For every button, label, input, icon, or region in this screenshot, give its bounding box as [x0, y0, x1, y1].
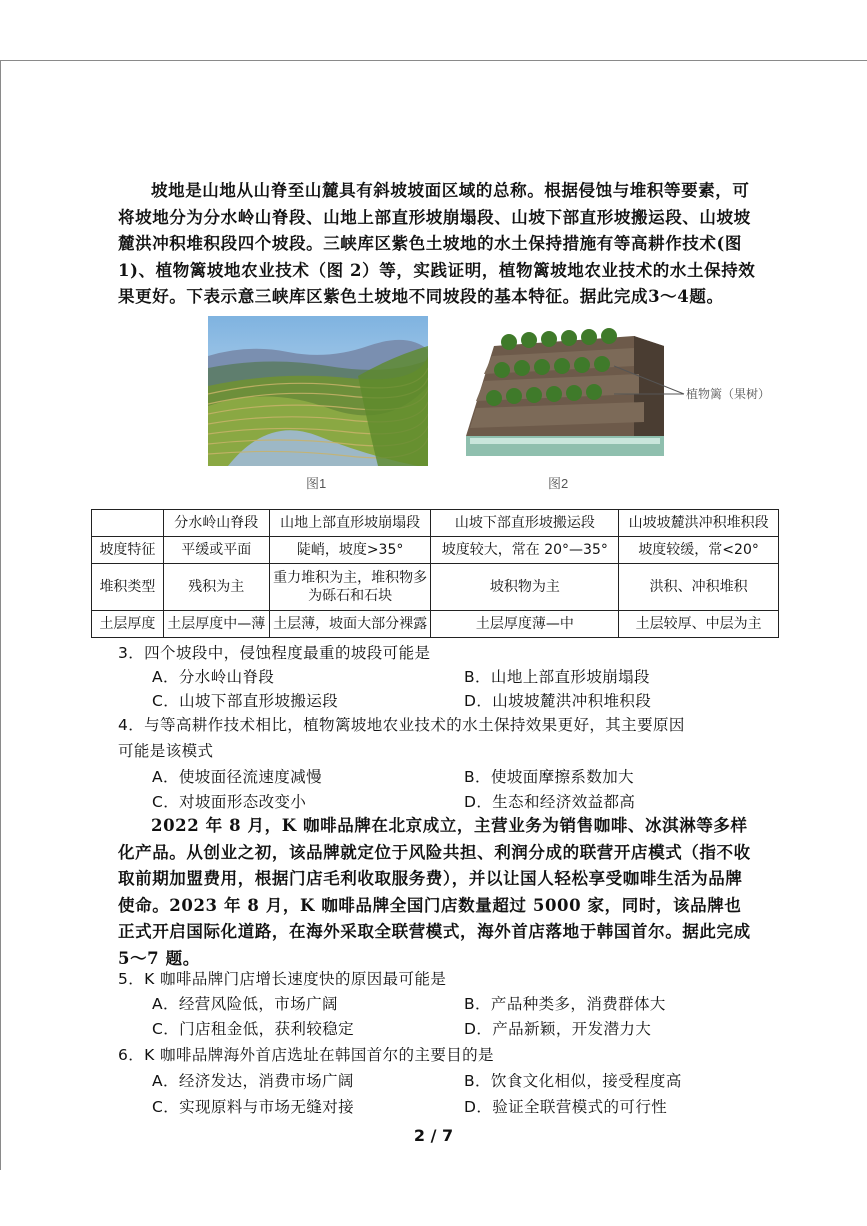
q5-option-b[interactable]: B．产品种类多，消费群体大: [464, 995, 666, 1013]
q3-option-a[interactable]: A．分水岭山脊段: [152, 668, 275, 686]
figure1-caption: 图1: [306, 476, 327, 491]
table-cell: 坡度特征: [92, 537, 164, 564]
table-cell: [92, 510, 164, 537]
q5-option-c[interactable]: C．门店租金低，获利较稳定: [152, 1020, 355, 1038]
table-header: 山坡下部直形坡搬运段: [431, 510, 619, 537]
table-cell: 堆积类型: [92, 564, 164, 611]
table-header: 分水岭山脊段: [163, 510, 269, 537]
intro-passage-slopes: 坡地是山地从山脊至山麓具有斜坡坡面区域的总称。根据侵蚀与堆积等要素，可将坡地分为分水岭山脊段、山地上部直形坡崩塌段、山坡下部直形坡搬运段、山坡坡麓洪冲积堆积段四个坡段。三峡库区紫色土坡地的水土保持措施有等高耕作技术(图 1)、植物篱坡地农业技术（图 2）等，实践证明，植物篱坡地农业技术的水土保持效果更好。下表示意三峡库区紫色土坡地不同坡段的基本特征。据此完成3～4题。: [118, 181, 756, 306]
table-cell: 土层厚度中—薄: [163, 611, 269, 638]
table-cell: 土层厚度薄—中: [431, 611, 619, 638]
table-cell: 残积为主: [163, 564, 269, 611]
q4-option-b[interactable]: B．使坡面摩擦系数加大: [464, 768, 635, 786]
table-cell: 重力堆积为主，堆积物多为砾石和石块: [269, 564, 431, 611]
table-row: [92, 564, 779, 611]
q4-option-d[interactable]: D．生态和经济效益都高: [464, 793, 636, 811]
intro-passage-coffee: 2022 年 8 月，K 咖啡品牌在北京成立，主营业务为销售咖啡、冰淇淋等多样化产品。从创业之初，该品牌就定位于风险共担、利润分成的联营开店模式（指不收取前期加盟费用，根据门店毛利收取服务费），并以让国人轻松享受咖啡生活为品牌使命。2023 年 8 月，K 咖啡品牌全国门店数量超过 5000 家，同时，该品牌也正式开启国际化道路，在海外采取全联营模式，海外首店落地于韩国首尔。据此完成 5～7 题。: [118, 816, 751, 968]
table-row: [92, 537, 779, 564]
q4-option-a[interactable]: A．使坡面径流速度减慢: [152, 768, 323, 786]
question-5-stem: 5．K 咖啡品牌门店增长速度快的原因最可能是: [118, 970, 447, 988]
hedgerow-label: 植物篱（果树）: [686, 387, 771, 401]
slope-features-table: [91, 509, 779, 638]
table-header: 山坡坡麓洪冲积堆积段: [619, 510, 779, 537]
table-cell: 土层厚度: [92, 611, 164, 638]
question-3-stem: 3．四个坡段中，侵蚀程度最重的坡段可能是: [118, 644, 431, 662]
q3-option-b[interactable]: B．山地上部直形坡崩塌段: [464, 668, 650, 686]
terrace-photo: [208, 316, 428, 466]
q5-option-d[interactable]: D．产品新颖，开发潜力大: [464, 1020, 652, 1038]
question-4-stem-line2: 可能是该模式: [118, 742, 214, 760]
table-cell: 陡峭，坡度>35°: [269, 537, 431, 564]
q6-option-c[interactable]: C．实现原料与市场无缝对接: [152, 1098, 355, 1116]
table-cell: 平缓或平面: [163, 537, 269, 564]
q6-option-d[interactable]: D．验证全联营模式的可行性: [464, 1098, 668, 1116]
hedgerow-diagram: [464, 326, 794, 471]
q3-option-d[interactable]: D．山坡坡麓洪冲积堆积段: [464, 692, 652, 710]
q6-option-b[interactable]: B．饮食文化相似，接受程度高: [464, 1072, 682, 1090]
q6-option-a[interactable]: A．经济发达，消费市场广阔: [152, 1072, 354, 1090]
table-cell: 坡度较缓，常<20°: [619, 537, 779, 564]
table-cell: 土层较厚、中层为主: [619, 611, 779, 638]
table-cell: 洪积、冲积堆积: [619, 564, 779, 611]
table-cell: 土层薄，坡面大部分裸露: [269, 611, 431, 638]
q4-option-c[interactable]: C．对坡面形态改变小: [152, 793, 307, 811]
table-cell: 坡积物为主: [431, 564, 619, 611]
figure2-caption: 图2: [548, 476, 569, 491]
table-row: [92, 611, 779, 638]
q5-option-a[interactable]: A．经营风险低，市场广阔: [152, 995, 338, 1013]
q3-option-c[interactable]: C．山坡下部直形坡搬运段: [152, 692, 339, 710]
table-cell: 坡度较大，常在 20°—35°: [431, 537, 619, 564]
left-border: [0, 60, 1, 1170]
question-4-stem-line1: 4．与等高耕作技术相比，植物篱坡地农业技术的水土保持效果更好，其主要原因: [118, 716, 685, 734]
page-number: 2 / 7: [413, 1126, 454, 1145]
table-header: 山地上部直形坡崩塌段: [269, 510, 431, 537]
top-border: [0, 60, 867, 61]
question-6-stem: 6．K 咖啡品牌海外首店选址在韩国首尔的主要目的是: [118, 1046, 494, 1064]
table-header-row: [92, 510, 779, 537]
